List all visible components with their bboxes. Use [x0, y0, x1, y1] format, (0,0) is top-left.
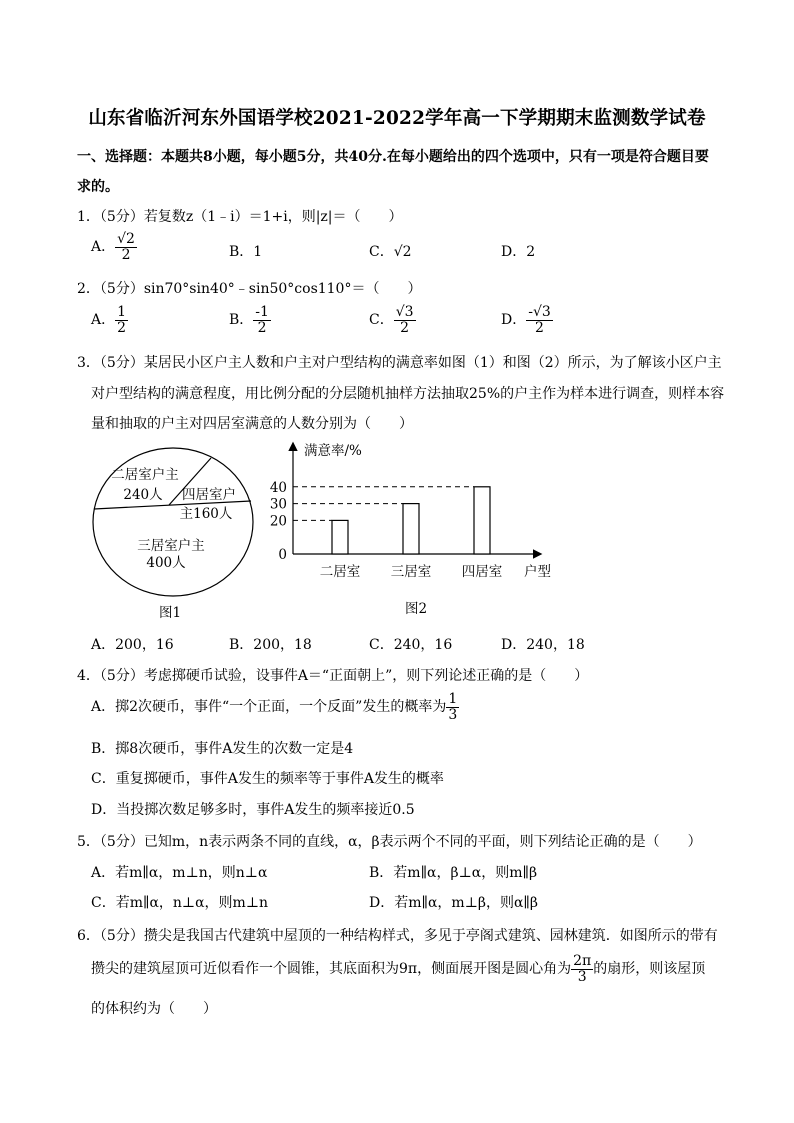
- bar-1: [332, 520, 348, 554]
- q1-option-c: C．√2: [369, 244, 412, 260]
- q4-option-a: A．掷2次硬币，事件“一个正面，一个反面”发生的概率为 $\frac{1}{3}$: [91, 691, 458, 723]
- q4-option-d: D．当投掷次数足够多时，事件A发生的频率接近0.5: [91, 802, 415, 818]
- pie-label-4room-1: 四居室户: [182, 487, 236, 503]
- q3-line2: 对户型结构的满意程度，用比例分配的分层随机抽样方法抽取25%的户主作为样本进行调查，则样本容: [91, 386, 725, 402]
- pie-caption: 图1: [158, 605, 182, 621]
- pie-label-4room-2: 主160人: [179, 506, 233, 522]
- q4-option-b: B．掷8次硬币，事件A发生的次数一定是4: [91, 741, 354, 757]
- bar-2: [403, 504, 419, 554]
- page-title: 山东省临沂河东外国语学校2021-2022学年高一下学期期末监测数学试卷: [88, 108, 706, 129]
- x-category-label: 三居室: [390, 564, 432, 580]
- bars-group: [270, 480, 502, 580]
- pie-label-3room-2: 400人: [146, 555, 186, 571]
- bar-chart-figure2: [268, 438, 568, 622]
- y-tick-label: 40: [269, 479, 287, 496]
- q3-option-b: B．200，18: [229, 637, 312, 653]
- x-axis-label: 户型: [524, 564, 551, 580]
- q6-line2: 攒尖的建筑屋顶可近似看作一个圆锥，其底面积为9π，侧面展开图是圆心角为 $\frac{2\pi}{3}$ 的扇形，则该屋顶: [91, 953, 706, 985]
- y-tick-label: 30: [269, 496, 287, 513]
- bar-3: [474, 487, 490, 554]
- bar-chart-caption: 图2: [404, 601, 428, 617]
- q4-option-c: C．重复掷硬币，事件A发生的频率等于事件A发生的概率: [91, 771, 444, 787]
- q5-stem: 5．（5分）已知m，n表示两条不同的直线，α，β表示两个不同的平面，则下列结论正确的是（ ）: [77, 834, 702, 850]
- pie-label-3room-1: 三居室户主: [137, 538, 205, 554]
- q3-option-a: A．200，16: [91, 637, 174, 653]
- q3-option-d: D．240，18: [501, 637, 585, 653]
- pie-label-2room-1: 二居室户主: [111, 467, 179, 483]
- q1-option-a: A． $\frac{√2}{2}$: [91, 231, 135, 263]
- q6-line1: 6．（5分）攒尖是我国古代建筑中屋顶的一种结构样式，多见于亭阁式建筑、园林建筑．如图所示的带有: [77, 928, 718, 944]
- q2-option-b: B． $\frac{-1}{2}$: [229, 304, 269, 336]
- q1-option-d: D．2: [501, 244, 536, 260]
- q4-stem: 4．（5分）考虑掷硬币试验，设事件A＝“正面朝上”，则下列论述正确的是（ ）: [77, 668, 589, 684]
- x-category-label: 二居室: [319, 564, 361, 580]
- q5-option-a: A．若m∥α，m⊥n，则n⊥α: [91, 865, 268, 881]
- q3-option-c: C．240，16: [369, 637, 453, 653]
- q5-option-d: D．若m∥α，m⊥β，则α∥β: [369, 895, 538, 911]
- q3-line1: 3．（5分）某居民小区户主人数和户主对户型结构的满意率如图（1）和图（2）所示，为了解该小区户主: [77, 355, 722, 371]
- y-axis-label: 满意率/%: [304, 443, 362, 459]
- q2-option-d: D． $\frac{-√3}{2}$: [501, 304, 551, 336]
- section-heading-line2: 求的。: [77, 179, 119, 195]
- q2-option-c: C． $\frac{√3}{2}$: [369, 304, 414, 336]
- q2-stem: 2．（5分）sin70°sin40°﹣sin50°cos110°＝（ ）: [77, 281, 422, 297]
- q6-line3: 的体积约为（ ）: [91, 1001, 217, 1017]
- q1-stem: 1．（5分）若复数z（1﹣i）＝1+i，则|z|＝（ ）: [77, 209, 403, 225]
- q3-line3: 量和抽取的户主对四居室满意的人数分别为（ ）: [91, 416, 413, 432]
- y-tick-label: 0: [278, 547, 287, 563]
- section-heading-line1: 一、选择题：本题共8小题，每小题5分，共40分.在每小题给出的四个选项中，只有一项是符合题目要: [77, 149, 709, 165]
- q2-option-a: A． $\frac{1}{2}$: [91, 304, 127, 336]
- q1-option-b: B．1: [229, 244, 263, 260]
- x-category-label: 四居室: [461, 564, 503, 580]
- q5-option-b: B．若m∥α，β⊥α，则m∥β: [369, 865, 538, 881]
- pie-chart-figure1: [86, 442, 266, 632]
- pie-label-2room-2: 240人: [123, 487, 163, 503]
- q5-option-c: C．若m∥α，n⊥α，则m⊥n: [91, 895, 269, 911]
- y-tick-label: 20: [269, 513, 287, 530]
